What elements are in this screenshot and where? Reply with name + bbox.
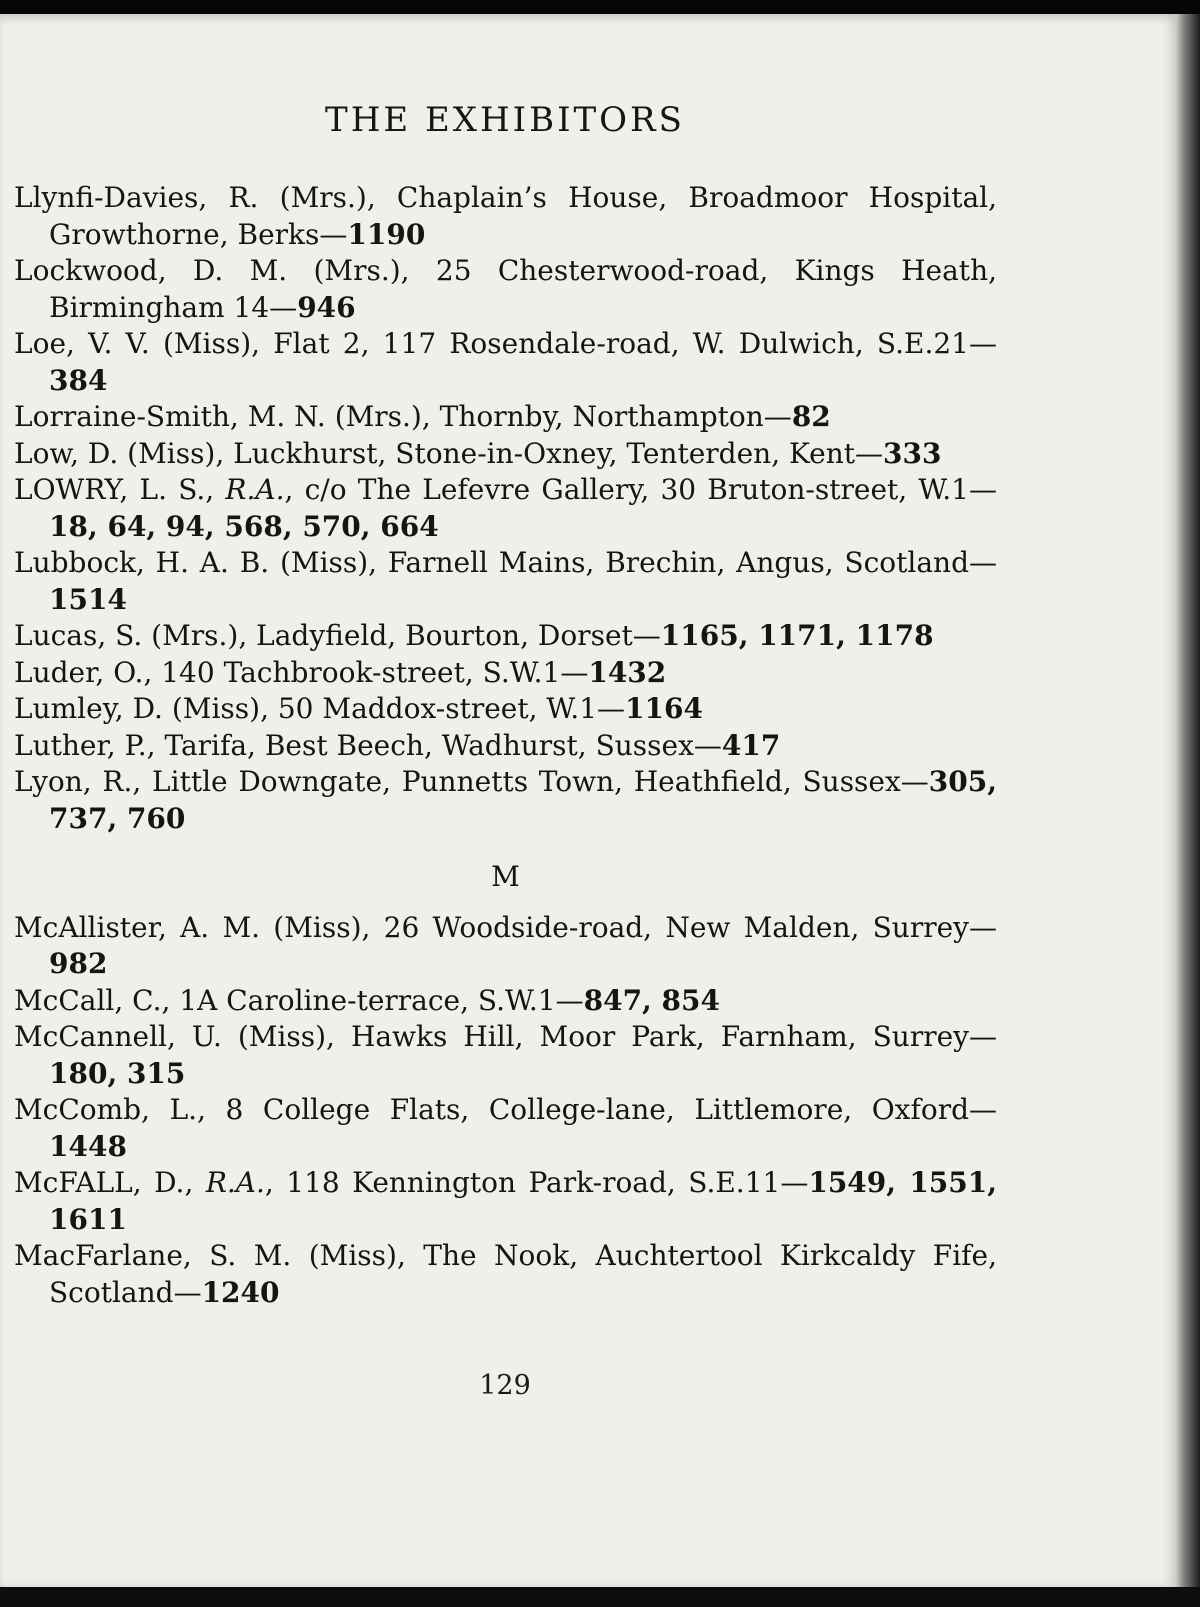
exhibitor-entry: McCall, C., 1A Caroline-terrace, S.W.1—847, 854 (14, 983, 720, 1017)
exhibitor-entry: McAllister, A. M. (Miss), 26 Woodside-road, New Malden, Surrey—982 (14, 910, 997, 980)
exhibitor-entry: Low, D. (Miss), Luckhurst, Stone-in-Oxney, Tenterden, Kent—333 (14, 436, 942, 470)
exhibitor-entry: Luther, P., Tarifa, Best Beech, Wadhurst, Sussex—417 (14, 728, 781, 762)
page-edge-shadow (1176, 14, 1200, 1587)
section-letter-heading: M (491, 860, 520, 893)
scan-bottom-edge (0, 1587, 1200, 1607)
page-heading: THE EXHIBITORS (325, 100, 685, 140)
exhibitor-entry: McFALL, D., R.A., 118 Kennington Park-road, S.E.11—1549, 1551, 1611 (14, 1166, 997, 1236)
exhibitor-entry: Lorraine-Smith, M. N. (Mrs.), Thornby, Northampton—82 (14, 400, 831, 433)
exhibitor-entry: McComb, L., 8 College Flats, College-lane, Littlemore, Oxford—1448 (14, 1093, 997, 1163)
exhibitor-entry: Lockwood, D. M. (Mrs.), 25 Chesterwood-road, Kings Heath, Birmingham 14—946 (14, 254, 997, 324)
exhibitor-entry: Lyon, R., Little Downgate, Punnetts Town, Heathfield, Sussex—305, 737, 760 (14, 765, 997, 835)
exhibitor-entry: MacFarlane, S. M. (Miss), The Nook, Auchtertool Kirkcaldy Fife, Scotland—1240 (14, 1239, 997, 1309)
exhibitor-entry: LOWRY, L. S., R.A., c/o The Lefevre Gallery, 30 Bruton-street, W.1—18, 64, 94, 568, 570, 664 (14, 473, 997, 543)
book-page (0, 14, 1176, 1587)
exhibitor-entry: Llynfi-Davies, R. (Mrs.), Chaplain’s House, Broadmoor Hospital, Growthorne, Berks—1190 (14, 181, 997, 251)
exhibitor-entry: Lucas, S. (Mrs.), Ladyfield, Bourton, Dorset—1165, 1171, 1178 (14, 619, 934, 652)
page-number: 129 (479, 1370, 531, 1401)
exhibitor-entry: McCannell, U. (Miss), Hawks Hill, Moor Park, Farnham, Surrey—180, 315 (14, 1020, 997, 1090)
exhibitor-entry: Lubbock, H. A. B. (Miss), Farnell Mains, Brechin, Angus, Scotland—1514 (14, 546, 997, 616)
exhibitor-entry: Luder, O., 140 Tachbrook-street, S.W.1—1432 (14, 655, 667, 689)
exhibitor-entry: Lumley, D. (Miss), 50 Maddox-street, W.1—1164 (14, 692, 703, 725)
exhibitor-list (14, 180, 997, 1311)
exhibitor-entry: Loe, V. V. (Miss), Flat 2, 117 Rosendale-road, W. Dulwich, S.E.21—384 (14, 327, 997, 397)
